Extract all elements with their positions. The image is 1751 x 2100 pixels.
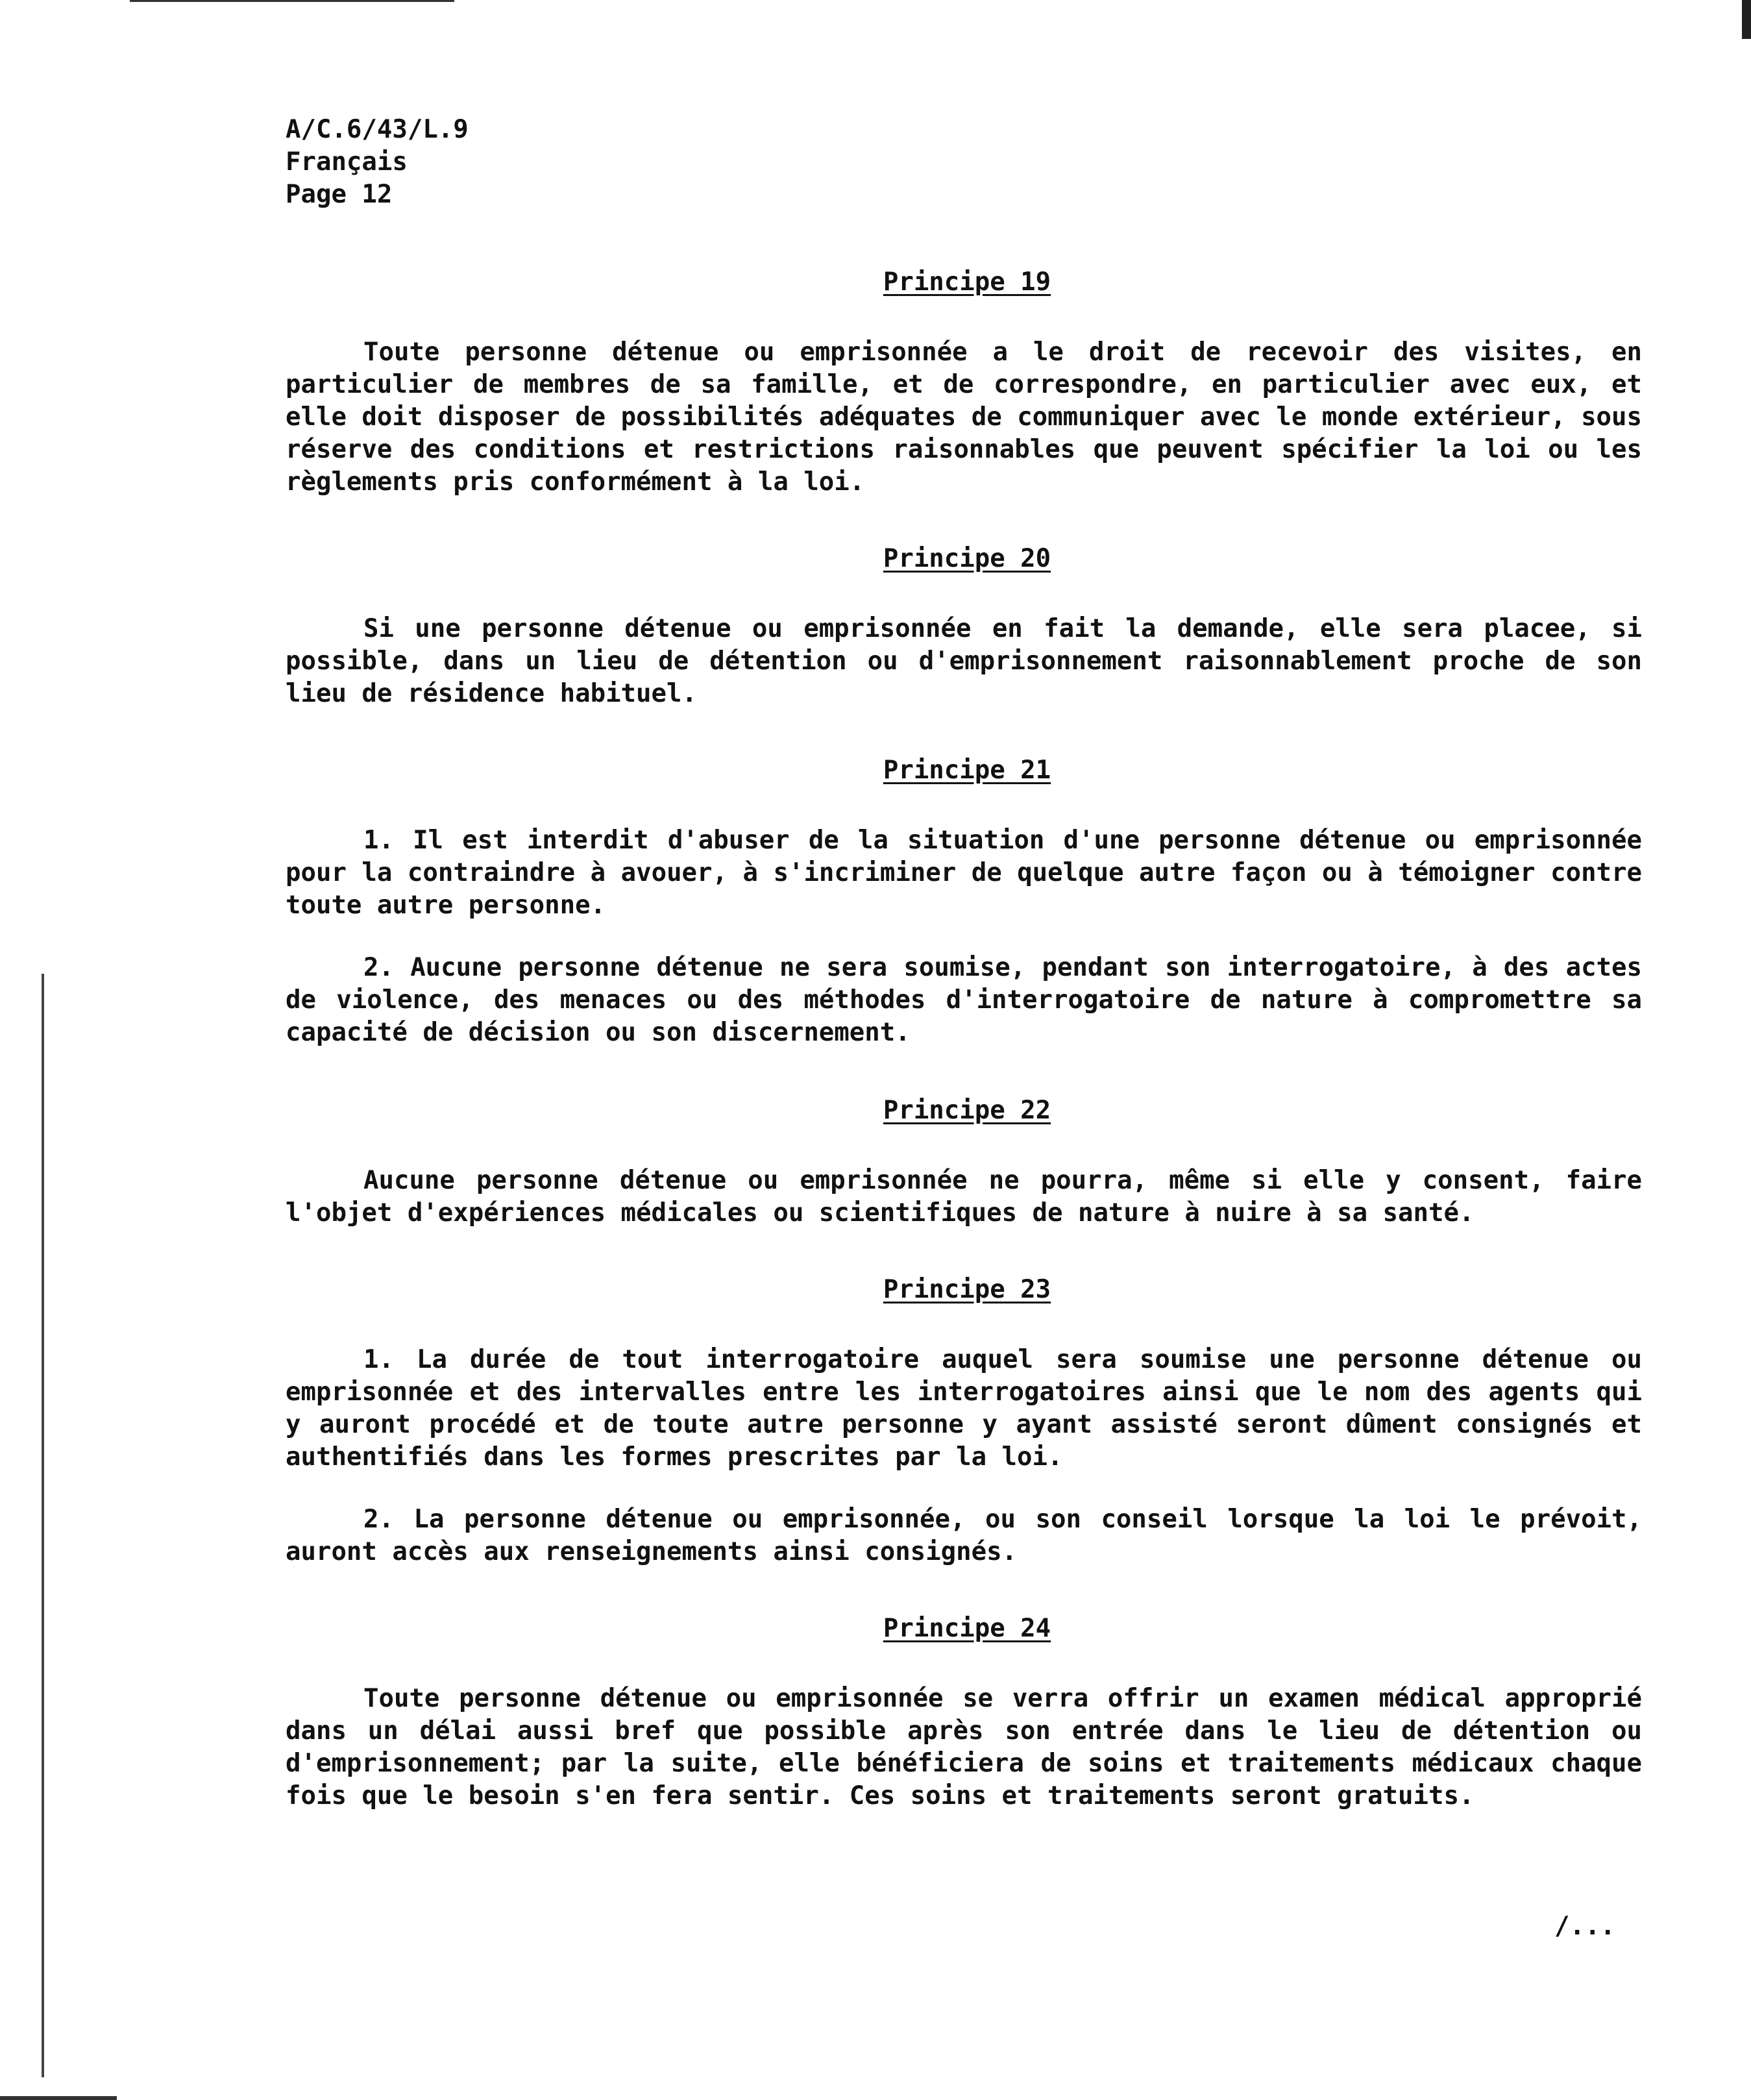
principle-title: Principe 23 xyxy=(883,1275,1051,1304)
principle-title: Principe 19 xyxy=(883,267,1051,297)
document-language: Français xyxy=(286,147,408,177)
principle-paragraph: Aucune personne détenue ou emprisonnée ne pourra, même si elle y consent, faire l'objet d'expériences médicales ou scientifiques de nature à nuire à sa santé. xyxy=(286,1166,1642,1228)
document-body xyxy=(286,266,1642,1812)
principle-paragraph: 2. Aucune personne détenue ne sera soumise, pendant son interrogatoire, à des actes de violence, des menaces ou des méthodes d'interrogatoire de nature à compromettre sa capacité de décision ou son discernement. xyxy=(286,953,1642,1047)
principle-23 xyxy=(286,1274,1642,1568)
scan-edge-bottom xyxy=(0,2096,117,2100)
principle-title: Principe 21 xyxy=(883,756,1051,785)
document-header xyxy=(286,114,469,211)
principle-paragraph: 1. Il est interdit d'abuser de la situation d'une personne détenue ou emprisonnée pour la contraindre à avouer, à s'incriminer de quelque autre façon ou à témoigner contre toute autre personne. xyxy=(286,826,1642,920)
document-symbol: A/C.6/43/L.9 xyxy=(286,115,469,144)
principle-paragraph: 2. La personne détenue ou emprisonnée, ou son conseil lorsque la loi le prévoit, auront accès aux renseignements ainsi consignés. xyxy=(286,1505,1642,1566)
principle-19 xyxy=(286,266,1642,499)
principle-paragraph: Toute personne détenue ou emprisonnée a le droit de recevoir des visites, en particulier de membres de sa famille, et de correspondre, en particulier avec eux, et elle doit disposer de possibilités adéquates de communiquer avec le monde extérieur, sous réserve des conditions et restrictions raisonnables que peuvent spécifier la loi ou les règlements pris conformément à la loi. xyxy=(286,338,1642,497)
principle-22 xyxy=(286,1094,1642,1229)
principle-title: Principe 22 xyxy=(883,1096,1051,1125)
principle-title: Principe 24 xyxy=(883,1614,1051,1643)
page-number: Page 12 xyxy=(286,180,393,209)
principle-title: Principe 20 xyxy=(883,544,1051,573)
principle-paragraph: Si une personne détenue ou emprisonnée en fait la demande, elle sera placee, si possible, dans un lieu de détention ou d'emprisonnement raisonnablement proche de son lieu de résidence habituel. xyxy=(286,614,1642,708)
principle-24 xyxy=(286,1612,1642,1812)
scan-edge-top xyxy=(130,0,454,2)
principle-paragraph: 1. La durée de tout interrogatoire auquel sera soumise une personne détenue ou emprisonnée et des intervalles entre les interrogatoires ainsi que le nom des agents qui y auront procédé et de toute autre personne y ayant assisté seront dûment consignés et authentifiés dans les formes prescrites par la loi. xyxy=(286,1345,1642,1472)
scan-edge-right xyxy=(1742,0,1751,39)
continuation-marker: /... xyxy=(1554,1912,1615,1941)
scan-edge-left xyxy=(42,974,44,2077)
principle-20 xyxy=(286,543,1642,710)
principle-paragraph: Toute personne détenue ou emprisonnée se verra offrir un examen médical approprié dans un délai aussi bref que possible après son entrée dans le lieu de détention ou d'emprisonnement; par la suite, elle bénéficiera de soins et traitements médicaux chaque fois que le besoin s'en fera sentir. Ces soins et traitements seront gratuits. xyxy=(286,1684,1642,1810)
principle-21 xyxy=(286,754,1642,1049)
